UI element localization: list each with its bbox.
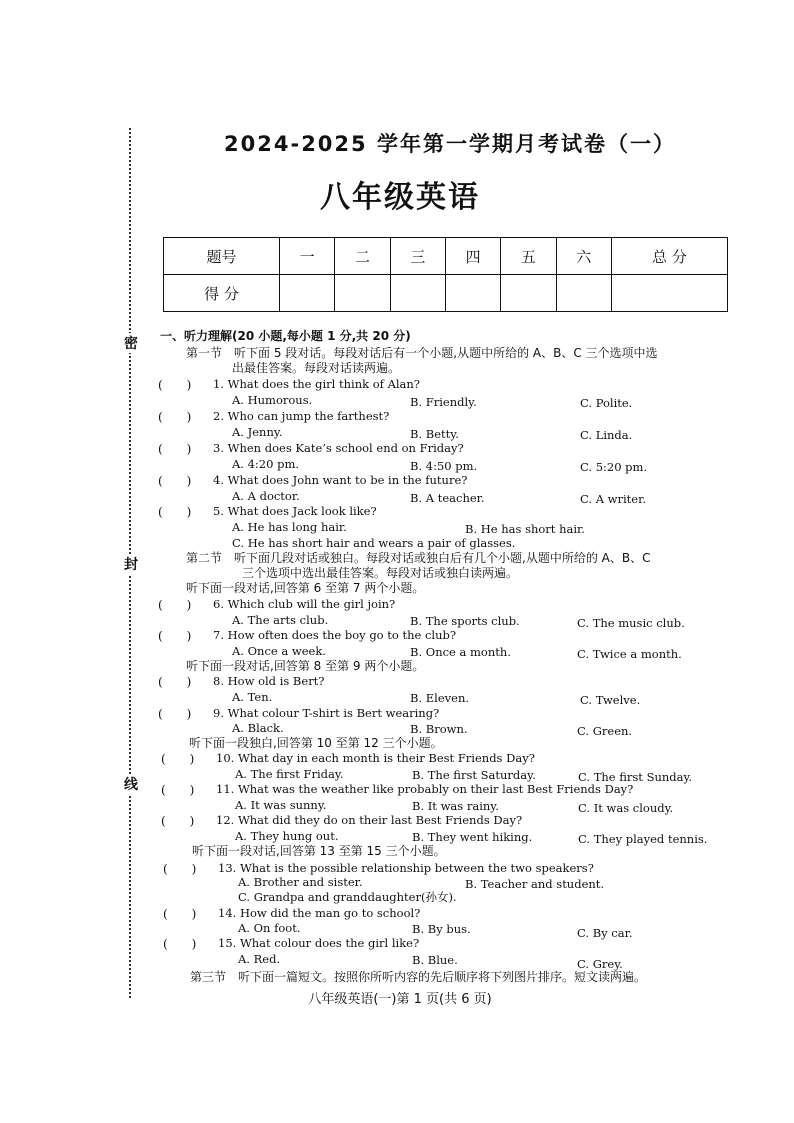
option-13a: A. Brother and sister. — [238, 875, 363, 889]
question-1: 1. What does the girl think of Alan? — [213, 377, 420, 391]
score-label-cell: 得 分 — [164, 275, 280, 312]
question-12: 12. What did they do on their last Best Friends Day? — [216, 813, 523, 827]
option-5a: A. He has long hair. — [232, 520, 347, 534]
intro-q6-7: 听下面一段对话,回答第 6 至第 7 两个小题。 — [186, 581, 425, 595]
intro-q8-9: 听下面一段对话,回答第 8 至第 9 两个小题。 — [186, 659, 425, 673]
option-11b: B. It was rainy. — [412, 799, 499, 813]
score-table-header-row — [164, 238, 728, 275]
score-cell: 总 分 — [611, 238, 727, 275]
score-input-cell[interactable] — [501, 275, 556, 312]
section1-instruction-cont: 出最佳答案。每段对话读两遍。 — [232, 361, 401, 375]
answer-blank-6[interactable]: ( ) — [158, 598, 192, 612]
option-14c: C. By car. — [577, 926, 633, 940]
option-11a: A. It was sunny. — [235, 798, 327, 812]
intro-q13-15: 听下面一段对话,回答第 13 至第 15 三个小题。 — [192, 844, 446, 858]
option-6b: B. The sports club. — [410, 614, 520, 628]
option-8b: B. Eleven. — [410, 691, 470, 705]
binding-char-xian: 线 — [122, 774, 140, 794]
option-3b: B. 4:50 pm. — [410, 459, 478, 473]
question-6: 6. Which club will the girl join? — [213, 597, 396, 611]
option-9b: B. Brown. — [410, 722, 468, 736]
option-10c: C. The first Sunday. — [578, 770, 693, 784]
intro-q10-12: 听下面一段独白,回答第 10 至第 12 三个小题。 — [189, 736, 443, 750]
score-cell: 四 — [445, 238, 500, 275]
answer-blank-11[interactable]: ( ) — [161, 783, 195, 797]
answer-blank-7[interactable]: ( ) — [158, 629, 192, 643]
score-cell: 二 — [335, 238, 390, 275]
score-input-cell[interactable] — [445, 275, 500, 312]
score-cell: 六 — [556, 238, 611, 275]
option-5b: B. He has short hair. — [465, 522, 585, 536]
option-11c: C. It was cloudy. — [578, 801, 674, 815]
score-cell: 题号 — [164, 238, 280, 275]
question-8: 8. How old is Bert? — [213, 674, 325, 688]
question-3: 3. When does Kate’s school end on Friday? — [213, 441, 464, 455]
option-6a: A. The arts club. — [232, 613, 329, 627]
option-4b: B. A teacher. — [410, 491, 485, 505]
section3-instruction: 第三节 听下面一篇短文。按照你所听内容的先后顺序将下列图片排序。短文读两遍。 — [190, 970, 647, 984]
option-2c: C. Linda. — [580, 428, 633, 442]
option-5c: C. He has short hair and wears a pair of glasses. — [232, 536, 516, 550]
option-4a: A. A doctor. — [232, 489, 300, 503]
question-11: 11. What was the weather like probably on their last Best Friends Day? — [216, 782, 634, 796]
option-12a: A. They hung out. — [235, 829, 339, 843]
exam-title: 2024-2025 学年第一学期月考试卷（一） — [224, 132, 676, 156]
question-4: 4. What does John want to be in the future? — [213, 473, 468, 487]
option-15c: C. Grey. — [577, 957, 623, 971]
page-footer: 八年级英语(一)第 1 页(共 6 页) — [308, 992, 492, 1007]
score-cell: 三 — [390, 238, 445, 275]
option-1c: C. Polite. — [580, 396, 633, 410]
score-input-cell[interactable] — [611, 275, 727, 312]
answer-blank-5[interactable]: ( ) — [158, 505, 192, 519]
score-table-score-row — [164, 275, 728, 312]
answer-blank-14[interactable]: ( ) — [163, 907, 197, 921]
answer-blank-4[interactable]: ( ) — [158, 474, 192, 488]
option-15a: A. Red. — [238, 952, 281, 966]
answer-blank-9[interactable]: ( ) — [158, 707, 192, 721]
option-2a: A. Jenny. — [232, 425, 283, 439]
section2-instruction-cont: 三个选项中选出最佳答案。每段对话或独白读两遍。 — [242, 566, 519, 580]
question-13: 13. What is the possible relationship between the two speakers? — [218, 861, 594, 875]
binding-char-mi: 密 — [122, 333, 140, 353]
option-6c: C. The music club. — [577, 616, 685, 630]
answer-blank-2[interactable]: ( ) — [158, 410, 192, 424]
answer-blank-1[interactable]: ( ) — [158, 378, 192, 392]
question-9: 9. What colour T-shirt is Bert wearing? — [213, 706, 440, 720]
option-14b: B. By bus. — [412, 922, 471, 936]
section2-instruction: 第二节 听下面几段对话或独白。每段对话或独白后有几个小题,从题中所给的 A、B、C — [186, 551, 651, 565]
score-cell: 五 — [501, 238, 556, 275]
option-12c: C. They played tennis. — [578, 832, 708, 846]
option-2b: B. Betty. — [410, 427, 459, 441]
option-8c: C. Twelve. — [580, 693, 641, 707]
score-input-cell[interactable] — [390, 275, 445, 312]
answer-blank-3[interactable]: ( ) — [158, 442, 192, 456]
answer-blank-12[interactable]: ( ) — [161, 814, 195, 828]
part1-heading: 一、听力理解(20 小题,每小题 1 分,共 20 分) — [160, 329, 411, 343]
answer-blank-8[interactable]: ( ) — [158, 675, 192, 689]
option-1a: A. Humorous. — [232, 393, 313, 407]
option-7c: C. Twice a month. — [577, 647, 682, 661]
question-5: 5. What does Jack look like? — [213, 504, 377, 518]
option-4c: C. A writer. — [580, 492, 646, 506]
option-8a: A. Ten. — [232, 690, 273, 704]
score-table — [163, 237, 728, 312]
option-10a: A. The first Friday. — [235, 767, 344, 781]
option-7a: A. Once a week. — [232, 644, 326, 658]
score-input-cell[interactable] — [335, 275, 390, 312]
answer-blank-15[interactable]: ( ) — [163, 937, 197, 951]
option-13c: C. Grandpa and granddaughter(孙女). — [238, 890, 457, 904]
answer-blank-10[interactable]: ( ) — [161, 752, 195, 766]
score-input-cell[interactable] — [280, 275, 335, 312]
question-2: 2. Who can jump the farthest? — [213, 409, 390, 423]
section1-instruction: 第一节 听下面 5 段对话。每段对话后有一个小题,从题中所给的 A、B、C 三个选项中选 — [186, 346, 658, 360]
option-12b: B. They went hiking. — [412, 830, 533, 844]
question-15: 15. What colour does the girl like? — [218, 936, 420, 950]
option-13b: B. Teacher and student. — [465, 877, 605, 891]
option-15b: B. Blue. — [412, 953, 458, 967]
binding-char-feng: 封 — [122, 554, 140, 574]
option-1b: B. Friendly. — [410, 395, 477, 409]
question-10: 10. What day in each month is their Best Friends Day? — [216, 751, 535, 765]
score-cell: 一 — [280, 238, 335, 275]
option-10b: B. The first Saturday. — [412, 768, 536, 782]
option-7b: B. Once a month. — [410, 645, 511, 659]
option-14a: A. On foot. — [238, 921, 301, 935]
option-9a: A. Black. — [232, 721, 284, 735]
score-input-cell[interactable] — [556, 275, 611, 312]
option-3a: A. 4:20 pm. — [232, 457, 300, 471]
option-9c: C. Green. — [577, 724, 633, 738]
question-14: 14. How did the man go to school? — [218, 906, 421, 920]
option-3c: C. 5:20 pm. — [580, 460, 648, 474]
question-7: 7. How often does the boy go to the club? — [213, 628, 457, 642]
answer-blank-13[interactable]: ( ) — [163, 862, 197, 876]
subject-title: 八年级英语 — [320, 180, 480, 215]
